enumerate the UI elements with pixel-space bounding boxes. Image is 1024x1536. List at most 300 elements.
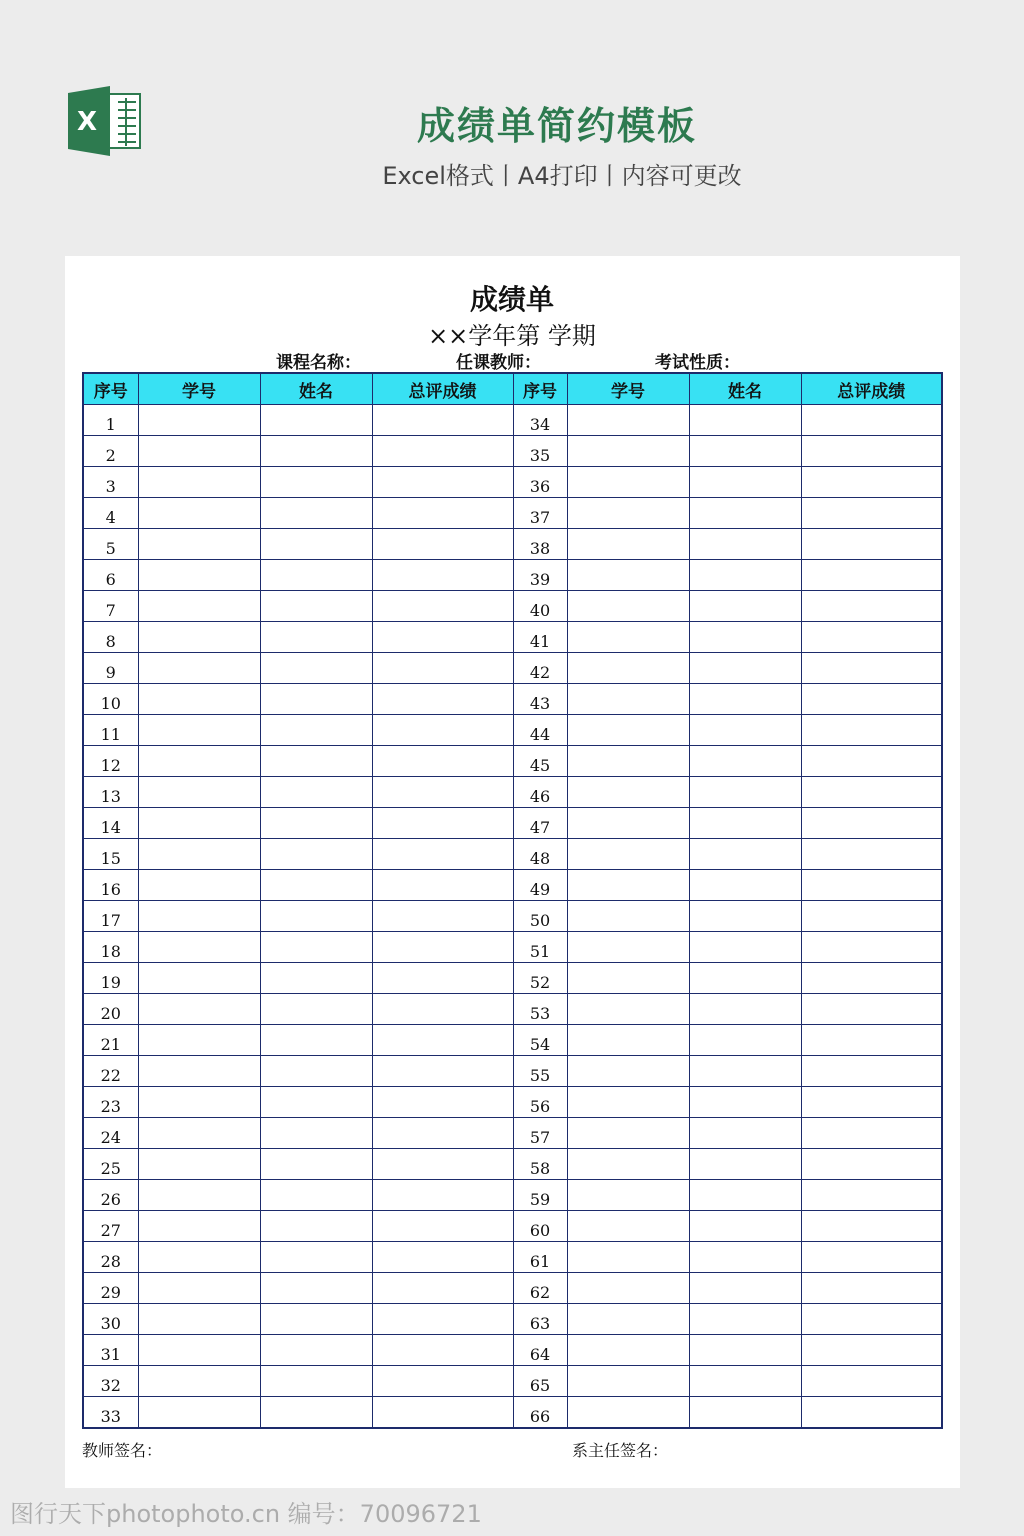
name-cell[interactable] (689, 1211, 801, 1242)
row-number: 32 (83, 1366, 138, 1397)
row-number: 3 (83, 467, 138, 498)
row-number: 36 (513, 467, 567, 498)
student-id-cell[interactable] (138, 1118, 260, 1149)
table-row (83, 529, 942, 560)
header-seq: 序号 (83, 373, 138, 405)
table-row (83, 1366, 942, 1397)
student-id-cell[interactable] (138, 932, 260, 963)
table-row (83, 1149, 942, 1180)
student-id-cell[interactable] (567, 994, 689, 1025)
total-score-cell[interactable] (801, 1366, 942, 1397)
name-cell[interactable] (689, 1149, 801, 1180)
student-id-cell[interactable] (567, 1335, 689, 1366)
row-number: 64 (513, 1335, 567, 1366)
total-score-cell[interactable] (372, 405, 513, 436)
name-cell[interactable] (260, 1025, 372, 1056)
row-number: 58 (513, 1149, 567, 1180)
total-score-cell[interactable] (801, 684, 942, 715)
exam-type-label: 考试性质： (655, 353, 740, 373)
total-score-cell[interactable] (372, 653, 513, 684)
student-id-cell[interactable] (138, 1180, 260, 1211)
table-row (83, 560, 942, 591)
student-id-cell[interactable] (138, 746, 260, 777)
student-id-cell[interactable] (138, 1211, 260, 1242)
row-number: 38 (513, 529, 567, 560)
total-score-cell[interactable] (801, 963, 942, 994)
table-row (83, 1335, 942, 1366)
student-id-cell[interactable] (138, 529, 260, 560)
student-id-cell[interactable] (138, 963, 260, 994)
student-id-cell[interactable] (138, 808, 260, 839)
row-number: 47 (513, 808, 567, 839)
name-cell[interactable] (260, 777, 372, 808)
table-row (83, 932, 942, 963)
student-id-cell[interactable] (567, 1087, 689, 1118)
row-number: 28 (83, 1242, 138, 1273)
name-cell[interactable] (689, 901, 801, 932)
student-id-cell[interactable] (567, 560, 689, 591)
student-id-cell[interactable] (138, 1273, 260, 1304)
student-id-cell[interactable] (567, 746, 689, 777)
student-id-cell[interactable] (567, 932, 689, 963)
total-score-cell[interactable] (801, 1118, 942, 1149)
table-row (83, 1273, 942, 1304)
name-cell[interactable] (689, 1335, 801, 1366)
student-id-cell[interactable] (138, 684, 260, 715)
name-cell[interactable] (689, 746, 801, 777)
total-score-cell[interactable] (372, 1273, 513, 1304)
total-score-cell[interactable] (801, 1242, 942, 1273)
grade-table-body (83, 405, 942, 1429)
name-cell[interactable] (260, 436, 372, 467)
student-id-cell[interactable] (138, 1242, 260, 1273)
student-id-cell[interactable] (567, 405, 689, 436)
total-score-cell[interactable] (801, 1211, 942, 1242)
total-score-cell[interactable] (372, 963, 513, 994)
total-score-cell[interactable] (372, 1180, 513, 1211)
total-score-cell[interactable] (801, 1025, 942, 1056)
student-id-cell[interactable] (567, 498, 689, 529)
row-number: 45 (513, 746, 567, 777)
total-score-cell[interactable] (372, 1087, 513, 1118)
student-id-cell[interactable] (567, 1304, 689, 1335)
total-score-cell[interactable] (372, 1242, 513, 1273)
student-id-cell[interactable] (567, 653, 689, 684)
total-score-cell[interactable] (801, 1180, 942, 1211)
row-number: 21 (83, 1025, 138, 1056)
total-score-cell[interactable] (801, 777, 942, 808)
student-id-cell[interactable] (138, 1087, 260, 1118)
student-id-cell[interactable] (567, 870, 689, 901)
row-number: 18 (83, 932, 138, 963)
student-id-cell[interactable] (138, 405, 260, 436)
total-score-cell[interactable] (372, 1149, 513, 1180)
table-row (83, 870, 942, 901)
student-id-cell[interactable] (567, 622, 689, 653)
name-cell[interactable] (689, 684, 801, 715)
total-score-cell[interactable] (372, 1211, 513, 1242)
name-cell[interactable] (260, 808, 372, 839)
total-score-cell[interactable] (372, 777, 513, 808)
name-cell[interactable] (689, 622, 801, 653)
name-cell[interactable] (260, 715, 372, 746)
student-id-cell[interactable] (138, 1335, 260, 1366)
row-number: 50 (513, 901, 567, 932)
row-number: 7 (83, 591, 138, 622)
row-number: 1 (83, 405, 138, 436)
table-row (83, 436, 942, 467)
total-score-cell[interactable] (372, 901, 513, 932)
row-number: 39 (513, 560, 567, 591)
total-score-cell[interactable] (801, 808, 942, 839)
name-cell[interactable] (260, 1397, 372, 1429)
row-number: 20 (83, 994, 138, 1025)
student-id-cell[interactable] (138, 467, 260, 498)
name-cell[interactable] (260, 591, 372, 622)
course-name-label: 课程名称： (276, 353, 361, 373)
student-id-cell[interactable] (138, 1149, 260, 1180)
row-number: 63 (513, 1304, 567, 1335)
row-number: 60 (513, 1211, 567, 1242)
total-score-cell[interactable] (801, 498, 942, 529)
header-total-score: 总评成绩 (372, 373, 513, 405)
row-number: 31 (83, 1335, 138, 1366)
total-score-cell[interactable] (801, 870, 942, 901)
table-row (83, 591, 942, 622)
teacher-label: 任课教师： (456, 353, 541, 373)
student-id-cell[interactable] (138, 1056, 260, 1087)
total-score-cell[interactable] (372, 746, 513, 777)
row-number: 5 (83, 529, 138, 560)
student-id-cell[interactable] (567, 808, 689, 839)
total-score-cell[interactable] (372, 1335, 513, 1366)
total-score-cell[interactable] (372, 684, 513, 715)
student-id-cell[interactable] (567, 591, 689, 622)
name-cell[interactable] (689, 1397, 801, 1429)
name-cell[interactable] (260, 932, 372, 963)
row-number: 66 (513, 1397, 567, 1429)
name-cell[interactable] (260, 684, 372, 715)
row-number: 44 (513, 715, 567, 746)
row-number: 46 (513, 777, 567, 808)
name-cell[interactable] (689, 1273, 801, 1304)
name-cell[interactable] (689, 1087, 801, 1118)
table-row (83, 901, 942, 932)
name-cell[interactable] (689, 1118, 801, 1149)
total-score-cell[interactable] (801, 901, 942, 932)
row-number: 4 (83, 498, 138, 529)
student-id-cell[interactable] (138, 436, 260, 467)
row-number: 12 (83, 746, 138, 777)
total-score-cell[interactable] (372, 529, 513, 560)
student-id-cell[interactable] (138, 1397, 260, 1429)
row-number: 14 (83, 808, 138, 839)
grade-table (82, 372, 943, 1429)
row-number: 11 (83, 715, 138, 746)
total-score-cell[interactable] (372, 1366, 513, 1397)
total-score-cell[interactable] (801, 994, 942, 1025)
row-number: 33 (83, 1397, 138, 1429)
student-id-cell[interactable] (567, 839, 689, 870)
name-cell[interactable] (689, 715, 801, 746)
student-id-cell[interactable] (138, 560, 260, 591)
name-cell[interactable] (689, 1180, 801, 1211)
total-score-cell[interactable] (372, 467, 513, 498)
name-cell[interactable] (689, 963, 801, 994)
table-row (83, 1180, 942, 1211)
total-score-cell[interactable] (372, 1397, 513, 1429)
name-cell[interactable] (689, 498, 801, 529)
name-cell[interactable] (689, 560, 801, 591)
student-id-cell[interactable] (567, 715, 689, 746)
row-number: 34 (513, 405, 567, 436)
name-cell[interactable] (260, 1335, 372, 1366)
dept-head-signature-label: 系主任签名： (572, 1441, 669, 1460)
total-score-cell[interactable] (801, 1273, 942, 1304)
total-score-cell[interactable] (372, 715, 513, 746)
name-cell[interactable] (260, 1087, 372, 1118)
student-id-cell[interactable] (567, 901, 689, 932)
table-row (83, 1211, 942, 1242)
total-score-cell[interactable] (801, 746, 942, 777)
row-number: 22 (83, 1056, 138, 1087)
total-score-cell[interactable] (372, 932, 513, 963)
student-id-cell[interactable] (567, 1149, 689, 1180)
total-score-cell[interactable] (801, 653, 942, 684)
name-cell[interactable] (689, 1304, 801, 1335)
student-id-cell[interactable] (567, 1211, 689, 1242)
name-cell[interactable] (260, 839, 372, 870)
total-score-cell[interactable] (372, 1304, 513, 1335)
total-score-cell[interactable] (801, 1149, 942, 1180)
name-cell[interactable] (260, 498, 372, 529)
student-id-cell[interactable] (138, 777, 260, 808)
name-cell[interactable] (260, 1180, 372, 1211)
student-id-cell[interactable] (567, 529, 689, 560)
name-cell[interactable] (689, 1025, 801, 1056)
total-score-cell[interactable] (372, 808, 513, 839)
header-seq: 序号 (513, 373, 567, 405)
total-score-cell[interactable] (801, 932, 942, 963)
row-number: 6 (83, 560, 138, 591)
student-id-cell[interactable] (138, 591, 260, 622)
table-row (83, 622, 942, 653)
student-id-cell[interactable] (567, 1180, 689, 1211)
name-cell[interactable] (260, 405, 372, 436)
row-number: 52 (513, 963, 567, 994)
student-id-cell[interactable] (567, 1056, 689, 1087)
row-number: 51 (513, 932, 567, 963)
row-number: 41 (513, 622, 567, 653)
name-cell[interactable] (689, 808, 801, 839)
total-score-cell[interactable] (801, 1087, 942, 1118)
total-score-cell[interactable] (372, 622, 513, 653)
table-row (83, 808, 942, 839)
student-id-cell[interactable] (138, 1304, 260, 1335)
total-score-cell[interactable] (801, 436, 942, 467)
row-number: 10 (83, 684, 138, 715)
name-cell[interactable] (260, 1304, 372, 1335)
student-id-cell[interactable] (567, 1025, 689, 1056)
row-number: 17 (83, 901, 138, 932)
total-score-cell[interactable] (372, 1118, 513, 1149)
name-cell[interactable] (689, 436, 801, 467)
table-row (83, 1242, 942, 1273)
name-cell[interactable] (689, 1366, 801, 1397)
total-score-cell[interactable] (801, 1056, 942, 1087)
table-row (83, 1087, 942, 1118)
row-number: 2 (83, 436, 138, 467)
table-row (83, 715, 942, 746)
row-number: 19 (83, 963, 138, 994)
student-id-cell[interactable] (567, 436, 689, 467)
name-cell[interactable] (689, 1056, 801, 1087)
table-row (83, 1118, 942, 1149)
total-score-cell[interactable] (801, 467, 942, 498)
total-score-cell[interactable] (372, 436, 513, 467)
row-number: 9 (83, 653, 138, 684)
table-row (83, 1025, 942, 1056)
name-cell[interactable] (260, 1211, 372, 1242)
row-number: 13 (83, 777, 138, 808)
name-cell[interactable] (260, 1366, 372, 1397)
total-score-cell[interactable] (801, 1304, 942, 1335)
row-number: 16 (83, 870, 138, 901)
student-id-cell[interactable] (567, 684, 689, 715)
name-cell[interactable] (260, 870, 372, 901)
name-cell[interactable] (689, 777, 801, 808)
name-cell[interactable] (689, 529, 801, 560)
student-id-cell[interactable] (567, 1273, 689, 1304)
name-cell[interactable] (260, 560, 372, 591)
table-row (83, 684, 942, 715)
row-number: 37 (513, 498, 567, 529)
total-score-cell[interactable] (801, 1335, 942, 1366)
name-cell[interactable] (260, 529, 372, 560)
table-row (83, 498, 942, 529)
name-cell[interactable] (260, 622, 372, 653)
table-row (83, 746, 942, 777)
table-row (83, 1304, 942, 1335)
student-id-cell[interactable] (138, 839, 260, 870)
name-cell[interactable] (260, 653, 372, 684)
student-id-cell[interactable] (138, 622, 260, 653)
row-number: 43 (513, 684, 567, 715)
student-id-cell[interactable] (567, 1118, 689, 1149)
sheet-subtitle: ××学年第 学期 (428, 322, 596, 350)
total-score-cell[interactable] (372, 591, 513, 622)
total-score-cell[interactable] (372, 560, 513, 591)
name-cell[interactable] (689, 870, 801, 901)
student-id-cell[interactable] (567, 1397, 689, 1429)
student-id-cell[interactable] (138, 715, 260, 746)
student-id-cell[interactable] (567, 963, 689, 994)
total-score-cell[interactable] (372, 1025, 513, 1056)
total-score-cell[interactable] (801, 405, 942, 436)
row-number: 27 (83, 1211, 138, 1242)
sheet-title: 成绩单 (469, 283, 554, 316)
total-score-cell[interactable] (372, 994, 513, 1025)
name-cell[interactable] (260, 994, 372, 1025)
table-row (83, 777, 942, 808)
name-cell[interactable] (689, 994, 801, 1025)
row-number: 61 (513, 1242, 567, 1273)
name-cell[interactable] (260, 963, 372, 994)
student-id-cell[interactable] (138, 498, 260, 529)
student-id-cell[interactable] (138, 653, 260, 684)
header-name: 姓名 (260, 373, 372, 405)
student-id-cell[interactable] (567, 467, 689, 498)
banner-subtitle: Excel格式丨A4打印丨内容可更改 (382, 162, 742, 190)
student-id-cell[interactable] (567, 1242, 689, 1273)
name-cell[interactable] (689, 405, 801, 436)
row-number: 48 (513, 839, 567, 870)
header-student-id: 学号 (567, 373, 689, 405)
total-score-cell[interactable] (801, 560, 942, 591)
teacher-signature-label: 教师签名： (82, 1441, 163, 1460)
name-cell[interactable] (689, 839, 801, 870)
row-number: 49 (513, 870, 567, 901)
name-cell[interactable] (260, 1056, 372, 1087)
row-number: 8 (83, 622, 138, 653)
row-number: 15 (83, 839, 138, 870)
name-cell[interactable] (260, 467, 372, 498)
name-cell[interactable] (689, 467, 801, 498)
row-number: 42 (513, 653, 567, 684)
student-id-cell[interactable] (567, 777, 689, 808)
name-cell[interactable] (689, 932, 801, 963)
table-row (83, 839, 942, 870)
name-cell[interactable] (260, 1273, 372, 1304)
watermark: 图行天下photophoto.cn 编号：70096721 (10, 1500, 482, 1528)
name-cell[interactable] (689, 653, 801, 684)
student-id-cell[interactable] (138, 1366, 260, 1397)
total-score-cell[interactable] (801, 715, 942, 746)
row-number: 30 (83, 1304, 138, 1335)
name-cell[interactable] (260, 1242, 372, 1273)
total-score-cell[interactable] (801, 622, 942, 653)
header-student-id: 学号 (138, 373, 260, 405)
name-cell[interactable] (689, 591, 801, 622)
student-id-cell[interactable] (567, 1366, 689, 1397)
student-id-cell[interactable] (138, 994, 260, 1025)
table-row (83, 405, 942, 436)
name-cell[interactable] (260, 746, 372, 777)
total-score-cell[interactable] (372, 839, 513, 870)
row-number: 29 (83, 1273, 138, 1304)
total-score-cell[interactable] (801, 529, 942, 560)
total-score-cell[interactable] (801, 839, 942, 870)
total-score-cell[interactable] (372, 870, 513, 901)
total-score-cell[interactable] (801, 1397, 942, 1429)
row-number: 56 (513, 1087, 567, 1118)
name-cell[interactable] (260, 1118, 372, 1149)
total-score-cell[interactable] (372, 1056, 513, 1087)
table-row (83, 467, 942, 498)
name-cell[interactable] (260, 1149, 372, 1180)
table-header-row (83, 373, 942, 405)
name-cell[interactable] (689, 1242, 801, 1273)
row-number: 62 (513, 1273, 567, 1304)
student-id-cell[interactable] (138, 870, 260, 901)
banner-title: 成绩单简约模板 (416, 104, 697, 148)
row-number: 25 (83, 1149, 138, 1180)
total-score-cell[interactable] (372, 498, 513, 529)
student-id-cell[interactable] (138, 901, 260, 932)
name-cell[interactable] (260, 901, 372, 932)
student-id-cell[interactable] (138, 1025, 260, 1056)
total-score-cell[interactable] (801, 591, 942, 622)
